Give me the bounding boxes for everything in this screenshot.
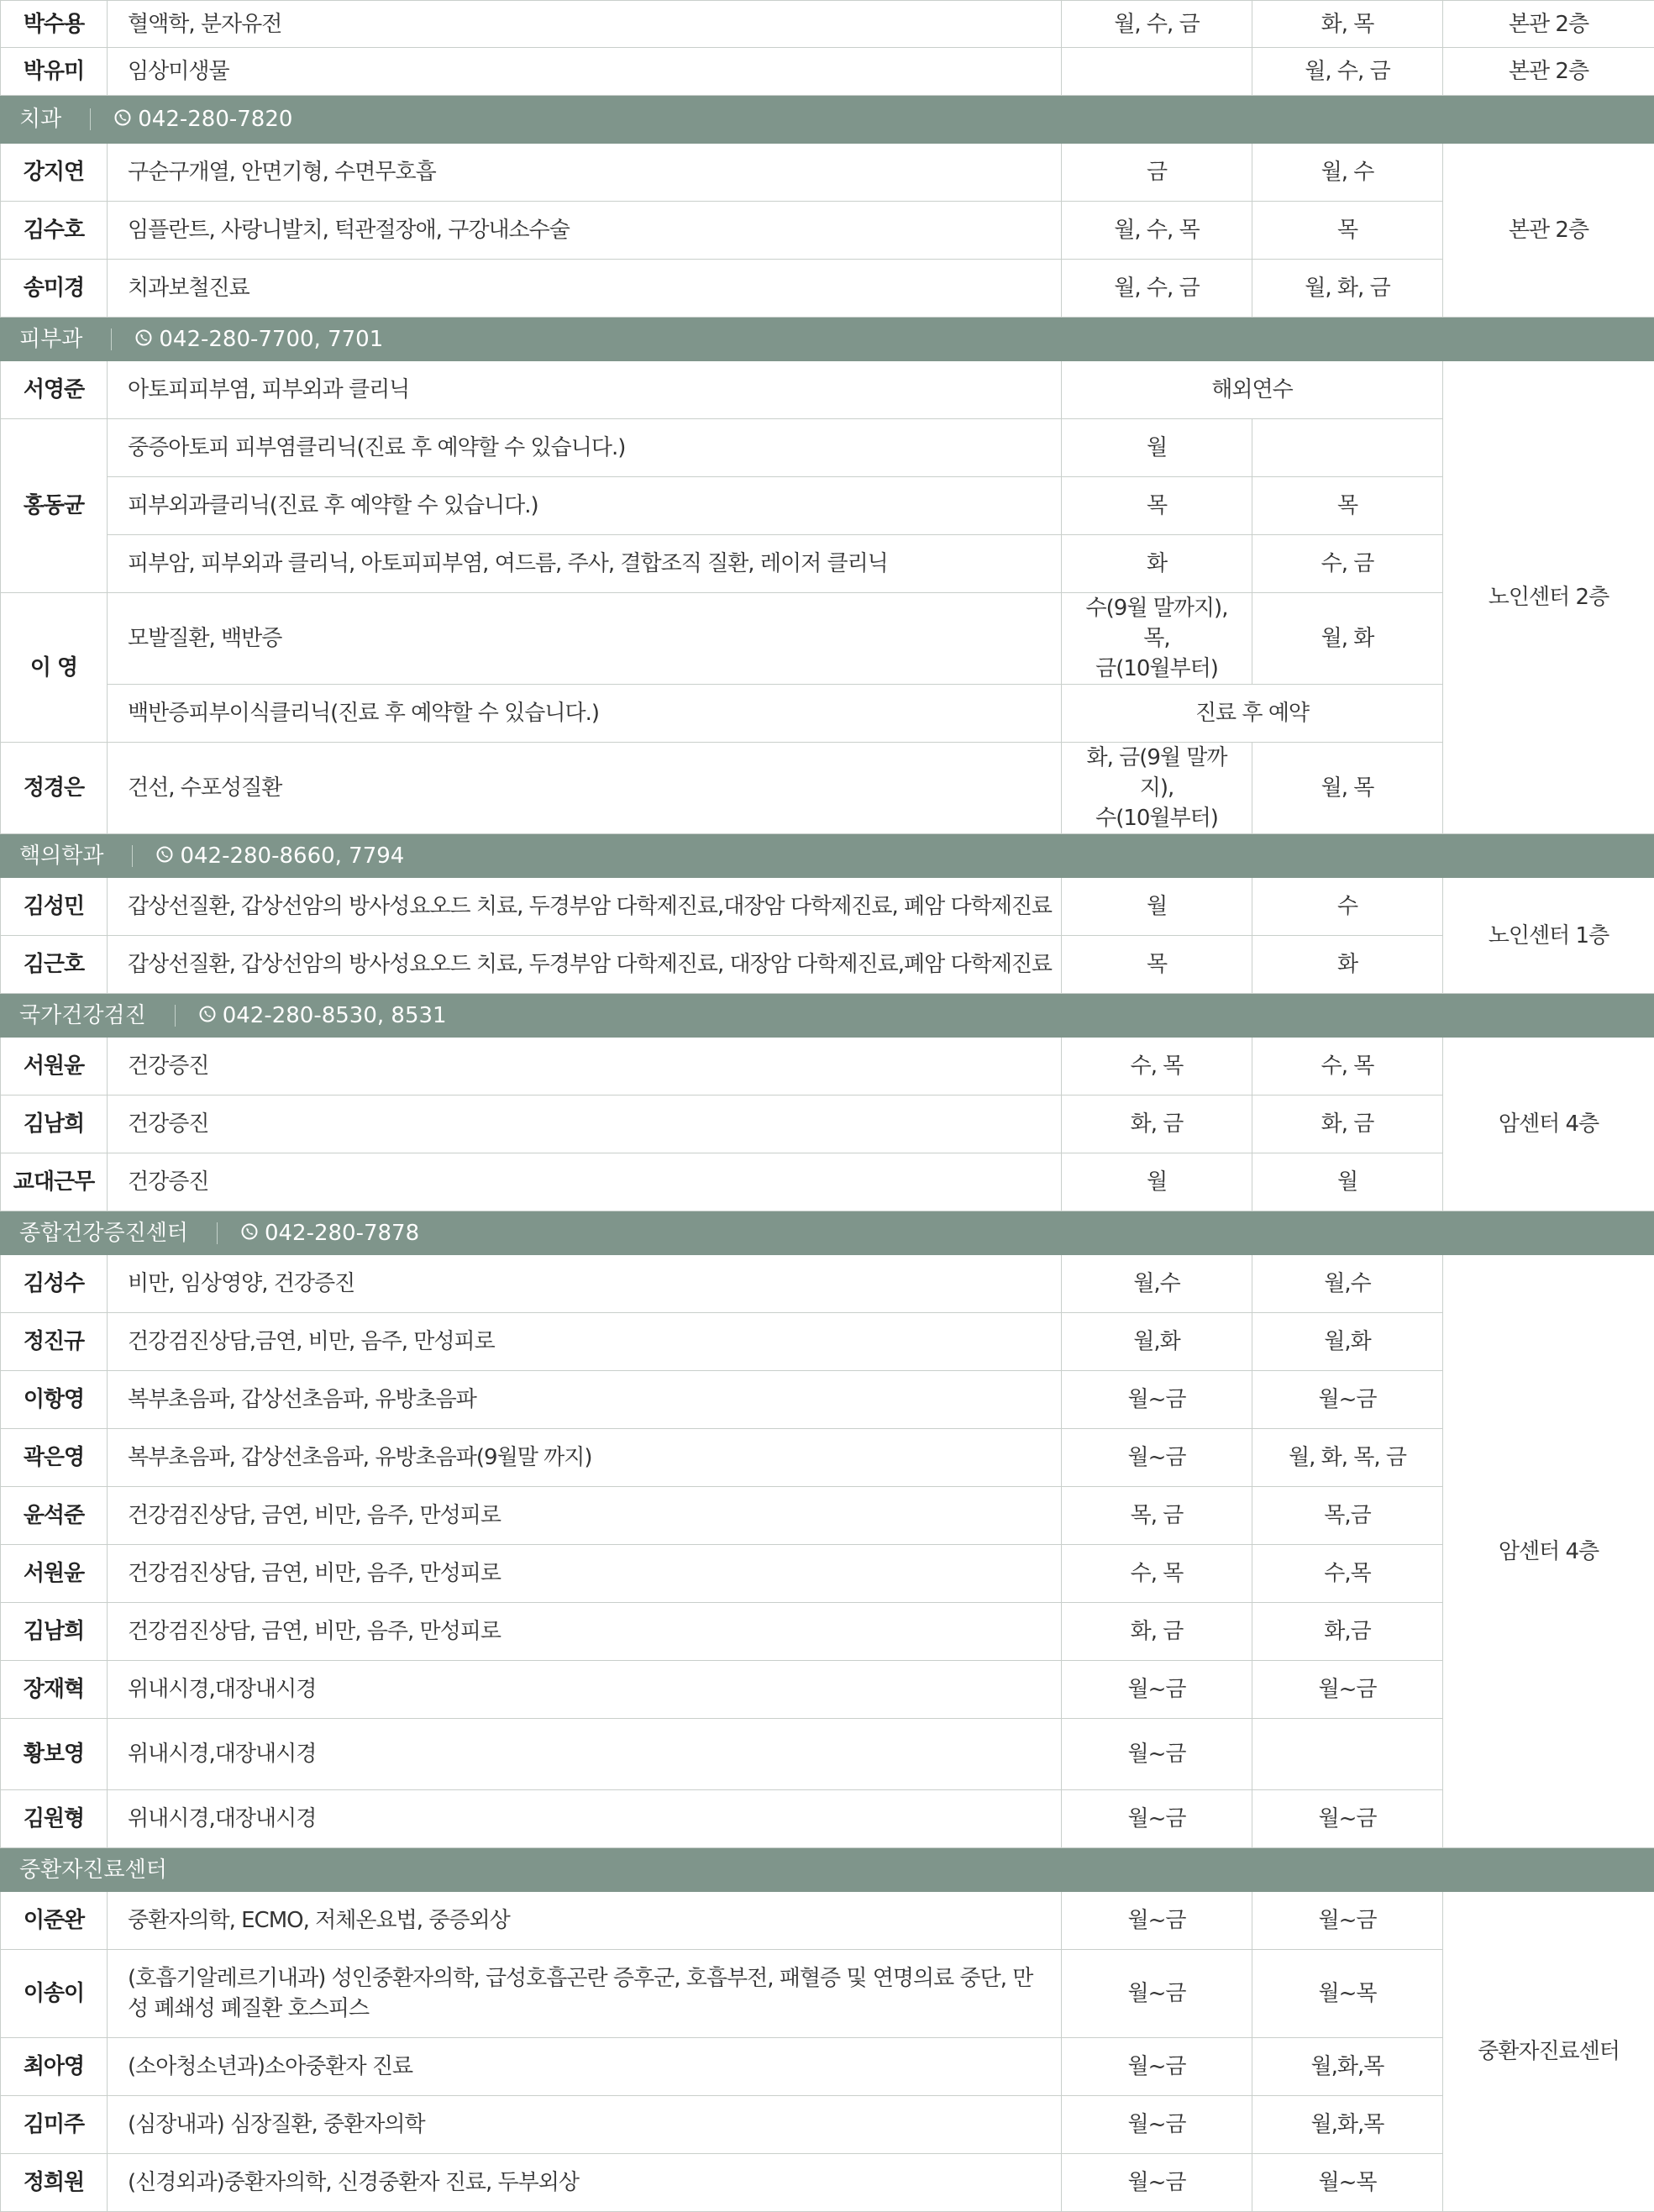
- am-schedule: 화, 금: [1062, 1095, 1252, 1153]
- am-schedule: 월: [1062, 419, 1252, 477]
- doctor-name: 이항영: [1, 1371, 108, 1429]
- department-header: [1, 318, 1654, 361]
- department-name: 국가건강검진: [19, 1001, 146, 1031]
- am-schedule-line: 금(10월부터): [1095, 656, 1218, 681]
- specialty: 구순구개열, 안면기형, 수면무호흡: [108, 144, 1062, 202]
- pm-schedule: 수, 목: [1252, 1038, 1443, 1095]
- department-header: [1, 994, 1654, 1038]
- pm-schedule: 화,금: [1252, 1603, 1443, 1661]
- location: 노인센터 1층: [1443, 878, 1654, 994]
- doctor-name: 김원형: [1, 1790, 108, 1848]
- pm-schedule: 월: [1252, 1153, 1443, 1211]
- divider: [132, 845, 133, 867]
- phone-icon: [114, 104, 131, 134]
- specialty: [108, 1950, 1062, 2038]
- pm-schedule: 월,수: [1252, 1255, 1443, 1313]
- am-schedule: 수, 목: [1062, 1545, 1252, 1603]
- specialty: (신경외과)중환자의학, 신경중환자 진료, 두부외상: [108, 2154, 1062, 2212]
- am-schedule: 월~금: [1062, 2038, 1252, 2096]
- combined-schedule: 해외연수: [1062, 361, 1443, 419]
- am-schedule: 월, 수, 목: [1062, 202, 1252, 260]
- department-header-cell: [1, 994, 1654, 1038]
- table-row: [1, 1153, 1654, 1211]
- department-header-cell: [1, 96, 1654, 144]
- am-schedule: 월~금: [1062, 2096, 1252, 2154]
- department-name: 핵의학과: [19, 841, 103, 871]
- phone-icon: [241, 1218, 258, 1248]
- doctor-name: 황보영: [1, 1719, 108, 1790]
- table-row: [1, 2038, 1654, 2096]
- department-name: 치과: [19, 104, 61, 134]
- department-name: 종합건강증진센터: [19, 1218, 188, 1248]
- am-schedule: 월,화: [1062, 1313, 1252, 1371]
- table-row: [1, 1095, 1654, 1153]
- specialty: 건강검진상담, 금연, 비만, 음주, 만성피로: [108, 1545, 1062, 1603]
- doctor-name: 서원윤: [1, 1038, 108, 1095]
- am-schedule: [1062, 743, 1252, 834]
- location: 본관 2층: [1443, 144, 1654, 318]
- specialty: 복부초음파, 갑상선초음파, 유방초음파(9월말 까지): [108, 1429, 1062, 1487]
- doctor-name: 정진규: [1, 1313, 108, 1371]
- specialty: 위내시경,대장내시경: [108, 1661, 1062, 1719]
- doctor-name: 송미경: [1, 260, 108, 318]
- phone-icon: [156, 841, 173, 871]
- am-schedule: 월~금: [1062, 2154, 1252, 2212]
- am-schedule: 월,수: [1062, 1255, 1252, 1313]
- table-row: [1, 2096, 1654, 2154]
- location: 중환자진료센터: [1443, 1892, 1654, 2212]
- pm-schedule: 수: [1252, 878, 1443, 936]
- department-header: [1, 96, 1654, 144]
- am-schedule: 월, 수, 금: [1062, 1, 1252, 48]
- pm-schedule: 월, 수, 금: [1252, 48, 1443, 96]
- location: 암센터 4층: [1443, 1255, 1654, 1848]
- specialty: 임상미생물: [108, 48, 1062, 96]
- specialty: 건강증진: [108, 1095, 1062, 1153]
- doctor-name: 정경은: [1, 743, 108, 834]
- pm-schedule: 월~금: [1252, 1371, 1443, 1429]
- table-row: [1, 361, 1654, 419]
- doctor-name: 정희원: [1, 2154, 108, 2212]
- specialty: (소아청소년과)소아중환자 진료: [108, 2038, 1062, 2096]
- pm-schedule: 월, 목: [1252, 743, 1443, 834]
- table-row: [1, 1892, 1654, 1950]
- table-row: [1, 743, 1654, 834]
- doctor-name: 이 영: [1, 593, 108, 743]
- am-schedule: 월~금: [1062, 1892, 1252, 1950]
- doctor-name: 김성민: [1, 878, 108, 936]
- table-row: [1, 535, 1654, 593]
- table-row: [1, 1661, 1654, 1719]
- am-schedule: 목: [1062, 477, 1252, 535]
- department-header-cell: [1, 318, 1654, 361]
- table-row: [1, 1487, 1654, 1545]
- pm-schedule: 월, 화, 금: [1252, 260, 1443, 318]
- pm-schedule: 월,화: [1252, 1313, 1443, 1371]
- doctor-name: 김미주: [1, 2096, 108, 2154]
- doctor-name: 김수호: [1, 202, 108, 260]
- table-row: [1, 685, 1654, 743]
- pm-schedule: 수,목: [1252, 1545, 1443, 1603]
- table-row: [1, 477, 1654, 535]
- location: 본관 2층: [1443, 48, 1654, 96]
- specialty: 임플란트, 사랑니발치, 턱관절장애, 구강내소수술: [108, 202, 1062, 260]
- pm-schedule: 월~금: [1252, 1661, 1443, 1719]
- table-row: [1, 1603, 1654, 1661]
- am-schedule-line: 화, 금(9월 말까지),: [1086, 745, 1226, 801]
- pm-schedule: 목: [1252, 477, 1443, 535]
- specialty: 건강검진상담, 금연, 비만, 음주, 만성피로: [108, 1487, 1062, 1545]
- table-row: [1, 1950, 1654, 2038]
- am-schedule: 수, 목: [1062, 1038, 1252, 1095]
- table-row: [1, 1038, 1654, 1095]
- pm-schedule: 수, 금: [1252, 535, 1443, 593]
- location: 본관 2층: [1443, 1, 1654, 48]
- location: 노인센터 2층: [1443, 361, 1654, 834]
- specialty: 위내시경,대장내시경: [108, 1790, 1062, 1848]
- specialty: 피부암, 피부외과 클리닉, 아토피피부염, 여드름, 주사, 결합조직 질환, 레이저 클리닉: [108, 535, 1062, 593]
- pm-schedule: 화, 목: [1252, 1, 1443, 48]
- am-schedule: [1062, 593, 1252, 685]
- pm-schedule: 월, 화, 목, 금: [1252, 1429, 1443, 1487]
- department-phone: 042-280-7878: [265, 1218, 419, 1248]
- doctor-name: 최아영: [1, 2038, 108, 2096]
- department-header: [1, 1848, 1654, 1892]
- doctor-name: 장재혁: [1, 1661, 108, 1719]
- specialty: 치과보철진료: [108, 260, 1062, 318]
- am-schedule: 금: [1062, 144, 1252, 202]
- specialty: 피부외과클리닉(진료 후 예약할 수 있습니다.): [108, 477, 1062, 535]
- department-header-cell: [1, 1211, 1654, 1255]
- pm-schedule: [1252, 1719, 1443, 1790]
- department-header-cell: [1, 834, 1654, 878]
- combined-schedule: 진료 후 예약: [1062, 685, 1443, 743]
- table-row: [1, 1, 1654, 48]
- specialty: 중환자의학, ECMO, 저체온요법, 중증외상: [108, 1892, 1062, 1950]
- table-row: [1, 1545, 1654, 1603]
- pm-schedule: 월, 화: [1252, 593, 1443, 685]
- specialty: 아토피피부염, 피부외과 클리닉: [108, 361, 1062, 419]
- table-row: [1, 48, 1654, 96]
- department-name: 중환자진료센터: [19, 1855, 167, 1885]
- specialty: 갑상선질환, 갑상선암의 방사성요오드 치료, 두경부암 다학제진료,대장암 다학제진료, 폐암 다학제진료: [108, 878, 1062, 936]
- doctor-name: 박유미: [1, 48, 108, 96]
- specialty: 백반증피부이식클리닉(진료 후 예약할 수 있습니다.): [108, 685, 1062, 743]
- pm-schedule: 월, 수: [1252, 144, 1443, 202]
- table-row: [1, 1790, 1654, 1848]
- doctor-name: 김근호: [1, 936, 108, 994]
- divider: [217, 1222, 218, 1244]
- doctor-name: 서원윤: [1, 1545, 108, 1603]
- am-schedule: 월: [1062, 878, 1252, 936]
- table-row: [1, 593, 1654, 685]
- doctor-name: 강지연: [1, 144, 108, 202]
- table-row: [1, 419, 1654, 477]
- pm-schedule: 월~금: [1252, 1892, 1443, 1950]
- table-row: [1, 1255, 1654, 1313]
- table-row: [1, 2154, 1654, 2212]
- table-row: [1, 936, 1654, 994]
- department-phone: 042-280-8660, 7794: [180, 841, 404, 871]
- department-header: [1, 834, 1654, 878]
- specialty: (심장내과) 심장질환, 중환자의학: [108, 2096, 1062, 2154]
- doctor-name: 홍동균: [1, 419, 108, 593]
- am-schedule: 화, 금: [1062, 1603, 1252, 1661]
- doctor-name: 김남희: [1, 1095, 108, 1153]
- am-schedule: 월~금: [1062, 1429, 1252, 1487]
- am-schedule: 월: [1062, 1153, 1252, 1211]
- specialty: 건강검진상담,금연, 비만, 음주, 만성피로: [108, 1313, 1062, 1371]
- specialty: 건강증진: [108, 1038, 1062, 1095]
- specialty-line: (호흡기알레르기내과) 성인중환자의학, 급성호흡곤란 증후군, 호흡부전, 패혈증 및 연명의료 중단, 만: [128, 1966, 1032, 1991]
- table-row: [1, 202, 1654, 260]
- doctor-name: 김성수: [1, 1255, 108, 1313]
- am-schedule: 목: [1062, 936, 1252, 994]
- specialty: 건강검진상담, 금연, 비만, 음주, 만성피로: [108, 1603, 1062, 1661]
- doctor-name: 곽은영: [1, 1429, 108, 1487]
- department-name: 피부과: [19, 324, 82, 355]
- specialty-line: 성 폐쇄성 폐질환 호스피스: [128, 1996, 369, 2021]
- pm-schedule: 화, 금: [1252, 1095, 1443, 1153]
- am-schedule: [1062, 48, 1252, 96]
- specialty: 위내시경,대장내시경: [108, 1719, 1062, 1790]
- am-schedule-line: 수(9월 말까지), 목,: [1086, 596, 1228, 651]
- specialty: 중증아토피 피부염클리닉(진료 후 예약할 수 있습니다.): [108, 419, 1062, 477]
- table-row: [1, 1313, 1654, 1371]
- am-schedule: 월~금: [1062, 1371, 1252, 1429]
- pm-schedule: 월,화,목: [1252, 2038, 1443, 2096]
- am-schedule: 월, 수, 금: [1062, 260, 1252, 318]
- specialty: 혈액학, 분자유전: [108, 1, 1062, 48]
- pm-schedule: 월~금: [1252, 1790, 1443, 1848]
- table-row: [1, 878, 1654, 936]
- doctor-name: 교대근무: [1, 1153, 108, 1211]
- pm-schedule: 월~목: [1252, 1950, 1443, 2038]
- doctor-name: 이준완: [1, 1892, 108, 1950]
- divider: [111, 328, 112, 350]
- pm-schedule: 목,금: [1252, 1487, 1443, 1545]
- am-schedule: 월~금: [1062, 1719, 1252, 1790]
- specialty: 갑상선질환, 갑상선암의 방사성요오드 치료, 두경부암 다학제진료, 대장암 다학제진료,폐암 다학제진료: [108, 936, 1062, 994]
- am-schedule: 월~금: [1062, 1661, 1252, 1719]
- department-phone: 042-280-7820: [138, 104, 292, 134]
- doctor-name: 윤석준: [1, 1487, 108, 1545]
- department-phone: 042-280-7700, 7701: [159, 324, 383, 355]
- department-header-cell: [1, 1848, 1654, 1892]
- doctor-name: 김남희: [1, 1603, 108, 1661]
- phone-icon: [135, 324, 152, 355]
- pm-schedule: 목: [1252, 202, 1443, 260]
- location: 암센터 4층: [1443, 1038, 1654, 1211]
- specialty: 모발질환, 백반증: [108, 593, 1062, 685]
- table-row: [1, 1719, 1654, 1790]
- doctor-name: 박수용: [1, 1, 108, 48]
- specialty: 복부초음파, 갑상선초음파, 유방초음파: [108, 1371, 1062, 1429]
- divider: [90, 108, 91, 130]
- specialty: 건선, 수포성질환: [108, 743, 1062, 834]
- table-row: [1, 1371, 1654, 1429]
- table-row: [1, 260, 1654, 318]
- am-schedule: 월~금: [1062, 1790, 1252, 1848]
- department-phone: 042-280-8530, 8531: [223, 1001, 447, 1031]
- pm-schedule: [1252, 419, 1443, 477]
- doctor-name: 서영준: [1, 361, 108, 419]
- am-schedule: 목, 금: [1062, 1487, 1252, 1545]
- table-row: [1, 144, 1654, 202]
- divider: [175, 1005, 176, 1027]
- department-header: [1, 1211, 1654, 1255]
- phone-icon: [199, 1001, 216, 1031]
- table-row: [1, 1429, 1654, 1487]
- pm-schedule: 화: [1252, 936, 1443, 994]
- specialty: 건강증진: [108, 1153, 1062, 1211]
- doctor-name: 이송이: [1, 1950, 108, 2038]
- am-schedule: 월~금: [1062, 1950, 1252, 2038]
- am-schedule-line: 수(10월부터): [1095, 806, 1218, 831]
- am-schedule: 화: [1062, 535, 1252, 593]
- specialty: 비만, 임상영양, 건강증진: [108, 1255, 1062, 1313]
- pm-schedule: 월~목: [1252, 2154, 1443, 2212]
- pm-schedule: 월,화,목: [1252, 2096, 1443, 2154]
